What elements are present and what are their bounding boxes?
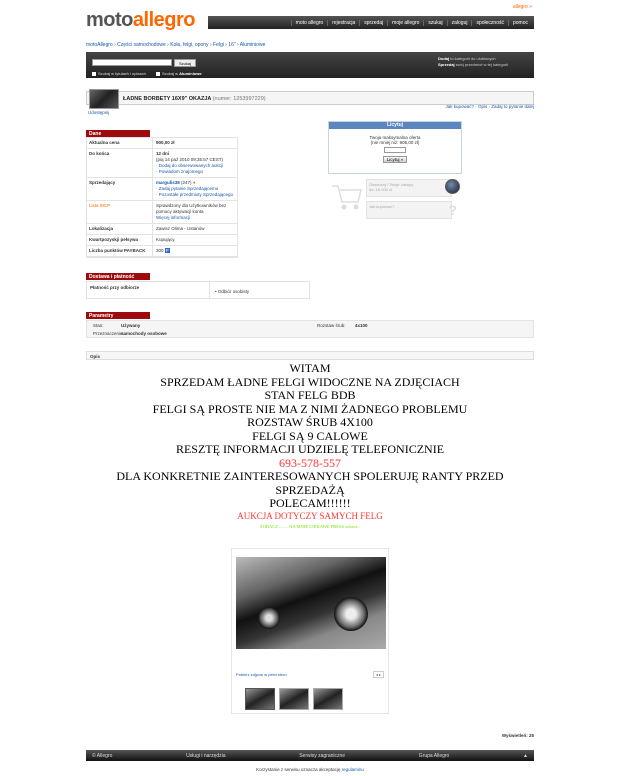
row-label: Liczba punktów PAYBACK <box>87 246 153 256</box>
footer-foreign[interactable]: Serwisy zagraniczne <box>299 752 346 759</box>
desc-line: DLA KONKRETNIE ZAINTERESOWANYCH SPOLERUJĘ RANTY PRZED SPRZEDAŻĄ <box>116 469 504 497</box>
footer <box>86 750 534 761</box>
cart-watch-bar[interactable] <box>366 179 452 197</box>
question-icon: ? <box>448 202 457 218</box>
params-header: Parametry <box>86 312 150 319</box>
breadcrumb[interactable]: motoAllegro › Części samochodowe › Koła, felgi, opony › Felgi › 16" › Aluminiowe <box>86 42 266 48</box>
seller-items-link[interactable]: · Pozostałe przedmioty Sprzedającego <box>156 192 234 197</box>
logo-allegro: allegro <box>132 9 195 31</box>
search-bar <box>86 52 534 78</box>
sell-link[interactable]: Sprzedaj <box>438 62 455 67</box>
scroll-top-icon[interactable]: ▲ <box>523 752 528 759</box>
row-label: Sprzedający <box>87 178 153 200</box>
add-favorite-text: to kategorii do ulubionych <box>449 56 496 61</box>
params-box <box>86 320 534 338</box>
view-count: Wyświetleń: 25 <box>501 733 534 738</box>
checkbox-icon <box>92 72 96 76</box>
main-photo[interactable] <box>236 557 386 649</box>
item-title-bar <box>86 91 534 105</box>
footer-note <box>0 767 620 772</box>
location-value: Zawisz Olima - Ustanów <box>156 226 205 231</box>
add-favorite-link[interactable]: Dodaj <box>438 56 450 61</box>
nav-sprzedaj[interactable]: sprzedaj <box>359 20 387 26</box>
delivery-box <box>86 281 310 299</box>
bid-box <box>328 121 462 174</box>
gallery-arrows[interactable]: ◂ ▸ <box>373 671 384 678</box>
gallery-thumb-2[interactable] <box>279 688 309 710</box>
delivery-payment: Płatność przy odbiorze <box>90 285 140 290</box>
desc-green-note: ZOBACZ ........ NA MNIE CIEKAWE PRESS zobacz.. <box>260 523 360 529</box>
param-rozstaw-label: Rozstaw śrub: <box>317 323 346 328</box>
footer-group[interactable]: Grupa Allegro <box>418 752 450 759</box>
terms-link[interactable]: regulaminu <box>341 767 364 772</box>
desc-phone: 693-578-557 <box>279 455 341 470</box>
nav-moje-allegro[interactable]: moje allegro <box>387 20 423 26</box>
category-links <box>438 56 528 68</box>
item-sub-links[interactable]: Jak kupować? · Opis · Zadaj to pytanie dalej <box>445 104 534 109</box>
desc-line: FELGI SĄ PROSTE NIE MA Z NIMI ŻADNEGO PROBLEMU <box>152 401 468 416</box>
delivery-header: Dostawa i płatność <box>86 273 150 280</box>
bid-header: Licytuj <box>329 122 461 129</box>
nav-zaloguj[interactable]: zaloguj <box>447 20 472 26</box>
row-label: Kwartpozyskji pełsywa <box>87 235 153 245</box>
param-przezn-value: samochody osobowe <box>121 331 167 336</box>
delivery-option: • Odbiór osobisty <box>215 289 250 294</box>
param-przezn-label: Przeznaczenie: <box>93 331 124 336</box>
notify-friend-link[interactable]: · Powiadom znajomego <box>156 169 204 174</box>
item-title-text: ŁADNE BORBETY 16X9" OKAZJA <box>123 96 212 102</box>
description <box>86 362 534 531</box>
desc-line: STAN FELG BDB <box>264 388 356 402</box>
row-label: Do końca <box>87 149 153 177</box>
shipping-value: Kupujący <box>156 237 175 242</box>
desc-red-note: AUKCJA DOTYCZY SAMYCH FELG <box>237 510 383 521</box>
desc-line: FELGI SĄ 9 CALOWE <box>252 428 368 443</box>
more-info-link[interactable]: Więcej informacji <box>156 215 191 220</box>
search-category-checkbox[interactable] <box>156 71 202 76</box>
gallery-thumb-3[interactable] <box>313 688 343 710</box>
ask-seller-link[interactable]: · Zadaj pytanie Sprzedającemu <box>156 186 219 191</box>
cart-text3: Jak kupować? <box>369 204 395 209</box>
payback-value: 300 <box>156 248 164 253</box>
opis-header: Opis <box>86 351 534 360</box>
nav-pomoc[interactable]: pomoc <box>508 20 532 26</box>
desc-line: SPRZEDAM ŁADNE FELGI WIDOCZNE NA ZDJĘCIACH <box>160 374 460 389</box>
row-price <box>87 138 237 149</box>
param-stan-label: Stan: <box>93 323 104 328</box>
desc-line: RESZTĘ INFORMACJI UDZIELĘ TELEFONICZNIE <box>175 442 445 456</box>
star-icon: ● <box>192 180 196 185</box>
row-ending <box>87 149 237 178</box>
checkbox-label: Szukaj w <box>162 71 179 76</box>
ending-date: (pią 14 paź 2010 09:35:57 CEST) <box>156 157 224 162</box>
param-stan-value: Używany <box>121 323 141 328</box>
download-photo-link[interactable]: Pobierz zdjęcie w pełni stron <box>236 672 287 677</box>
item-title <box>123 96 266 102</box>
price-value: 900,00 zł <box>156 140 175 145</box>
row-payback <box>87 246 237 257</box>
bid-line1: Twoja maksymalna oferta <box>369 135 421 140</box>
row-location <box>87 224 237 235</box>
row-seller <box>87 178 237 201</box>
cart-howto-bar[interactable] <box>366 201 452 219</box>
dane-header: Dane <box>86 130 150 137</box>
sell-text: swój przedmiot w tej kategorii <box>454 62 509 67</box>
row-label: Aktualna cena <box>87 138 153 148</box>
checkbox-label: Szukaj w tytułach i opisach <box>98 71 146 76</box>
param-rozstaw-value: 4x100 <box>355 323 368 328</box>
cart-icon <box>330 180 364 212</box>
bid-button[interactable]: Licytuj » <box>383 156 407 163</box>
logo[interactable] <box>86 9 195 32</box>
row-label: Lista WCP <box>87 201 153 223</box>
top-nav <box>208 16 534 29</box>
nav-spolecznosc[interactable]: społeczność <box>471 20 508 26</box>
logo-moto: moto <box>86 9 133 31</box>
seller-link[interactable]: margulis38 <box>156 180 180 185</box>
row-wcp <box>87 201 237 224</box>
row-label: Lokalizacja <box>87 224 153 234</box>
cart-text1: Obserwuj / Twoje zakupy <box>369 182 414 187</box>
seller-rating: (247) <box>181 180 192 185</box>
item-thumbnail[interactable] <box>89 89 119 109</box>
allegro-link[interactable]: allegro » <box>512 4 532 10</box>
gallery-thumb-1[interactable] <box>245 688 275 710</box>
checkbox-category: Aluminiowe <box>179 71 202 76</box>
wheel-image <box>334 597 368 631</box>
photo-gallery <box>231 548 389 714</box>
nav-moto-allegro[interactable]: moto allegro <box>291 20 328 26</box>
desc-line: ROZSTAW ŚRUB 4X100 <box>247 415 373 429</box>
nav-szukaj[interactable]: szukaj <box>423 20 446 26</box>
payback-icon: P <box>165 248 169 253</box>
footer-note-text: Korzystanie z serwisu oznacza akceptację <box>256 767 342 772</box>
checkbox-icon <box>156 72 160 76</box>
globe-icon[interactable] <box>445 179 460 194</box>
share-link[interactable]: Udostępnij <box>88 110 110 115</box>
nav-rejestracja[interactable]: rejestracja <box>327 20 359 26</box>
wheel-image <box>258 607 280 629</box>
footer-copyright: © Allegro <box>92 752 113 759</box>
bid-amount-input[interactable] <box>384 147 406 153</box>
search-titles-checkbox[interactable] <box>92 71 146 76</box>
desc-line: WITAM <box>289 361 331 375</box>
wcp-value: Sprawdzony dla Użytkowników bez pomocy aktywacji konta <box>156 203 227 214</box>
cart-box <box>328 176 462 222</box>
search-input[interactable] <box>92 59 172 66</box>
cart-text2: do: 18 000 zł <box>369 187 392 192</box>
item-number: (numer: 1253997229) <box>212 96 266 102</box>
bid-line2: (nie mniej niż: 905,00 zł) <box>370 140 420 145</box>
dane-section <box>86 130 238 258</box>
desc-line: POLECAM!!!!!! <box>269 496 351 510</box>
ending-value: 12 dni <box>156 151 170 156</box>
row-shipping <box>87 235 237 246</box>
watch-link[interactable]: · Dodaj do obserwowanych aukcji <box>156 163 224 168</box>
search-button[interactable]: Szukaj <box>174 59 196 67</box>
footer-services[interactable]: Usługi i narzędzia <box>186 752 226 759</box>
